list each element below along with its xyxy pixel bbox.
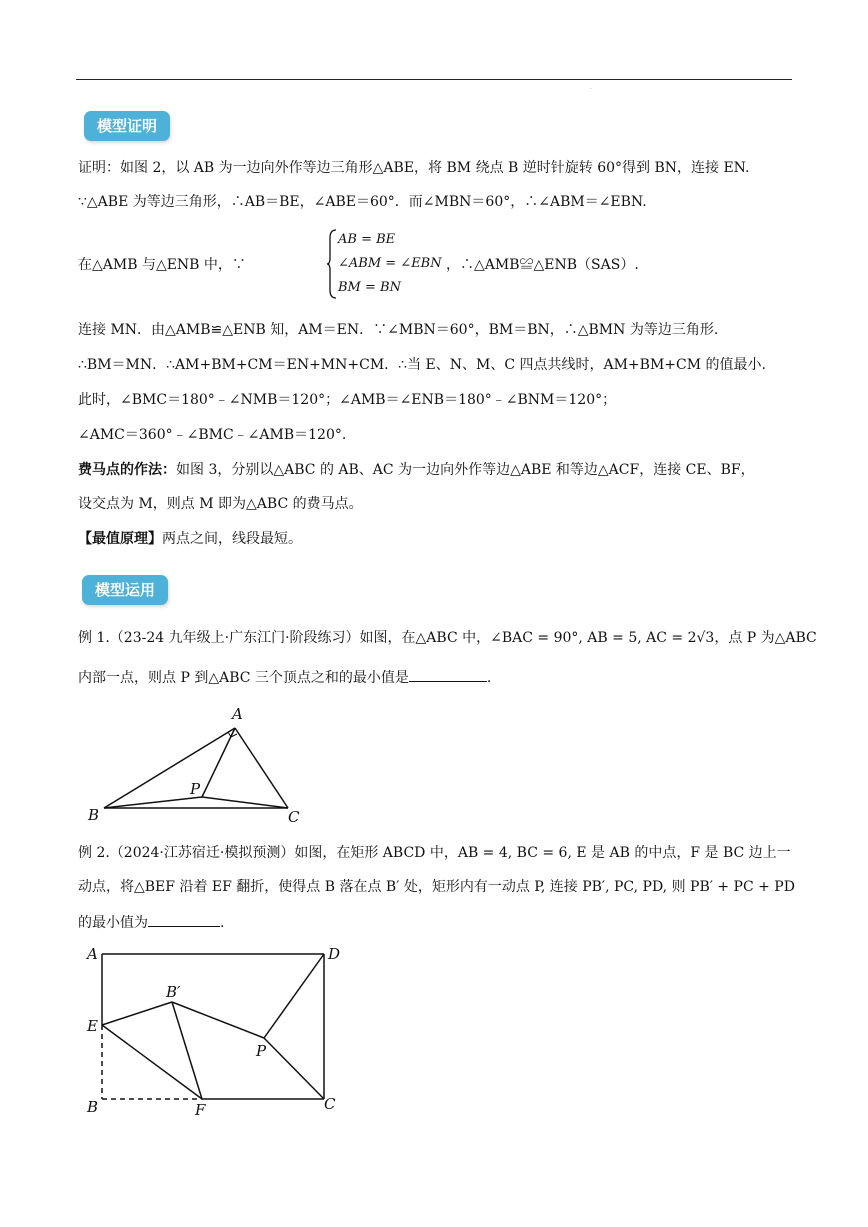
example1-period: . — [486, 670, 492, 686]
brace-conclusion: ，∴△AMB≌△ENB（SAS）. — [446, 257, 639, 273]
method-text: 如图 3，分别以△ABC 的 AB、AC 为一边向外作等边△ABE 和等边△ACF，连接 CE、BF， — [176, 462, 755, 478]
example1-line-2 — [78, 667, 798, 688]
proof-line-5: ∴BM＝MN．∴AM+BM+CM＝EN+MN+CM．∴当 E、N、M、C 四点共线时，AM+BM+CM 的值最小. — [78, 357, 766, 373]
section-model-application-label: 模型运用 — [82, 575, 168, 605]
brace-label: 在△AMB 与△ENB 中，∵ — [78, 257, 246, 273]
label-B: B — [87, 1098, 99, 1116]
proof-line-4: 连接 MN．由△AMB≌△ENB 知，AM＝EN．∵∠MBN＝60°，BM＝BN，∴△BMN 为等边三角形. — [78, 322, 719, 338]
example2-rectangle-figure — [82, 940, 362, 1120]
method-line-2: 设交点为 M，则点 M 即为△ABC 的费马点。 — [78, 496, 363, 512]
brace-line-3: BM = BN — [338, 280, 401, 295]
brace-icon — [326, 228, 338, 300]
method-line-1 — [78, 460, 798, 480]
example2-line-1: 例 2.（2024·江苏宿迁·模拟预测）如图，在矩形 ABCD 中，AB = 4, BC = 6, E 是 AB 的中点，F 是 BC 边上一 — [78, 845, 791, 861]
label-C: C — [288, 808, 300, 826]
brace-line-2: ∠ABM = ∠EBN — [338, 256, 442, 271]
example1-line-1: 例 1.（23-24 九年级上·广东江门·阶段练习）如图，在△ABC 中，∠BAC = 90°, AB = 5, AC = 2√3，点 P 为△ABC — [78, 630, 817, 646]
principle-label: 【最值原理】 — [78, 531, 162, 547]
label-P: P — [256, 1042, 267, 1060]
brace-line-1: AB = BE — [338, 232, 396, 247]
label-E: E — [87, 1017, 98, 1035]
label-B-prime: B′ — [166, 983, 181, 1001]
proof-line-2: ∵△ABE 为等边三角形，∴AB＝BE，∠ABE＝60°．而∠MBN＝60°，∴∠ABM＝∠EBN. — [78, 194, 647, 210]
label-A: A — [232, 705, 243, 723]
congruence-system — [78, 228, 678, 300]
example2-question: 的最小值为 — [78, 915, 148, 931]
example1-triangle-figure — [82, 700, 312, 828]
example2-period: . — [220, 915, 225, 931]
example1-question: 内部一点，则点 P 到△ABC 三个顶点之和的最小值是 — [78, 670, 409, 686]
header-rule — [76, 79, 792, 80]
principle-line — [78, 529, 798, 549]
method-label: 费马点的作法： — [78, 462, 176, 478]
example2-line-3 — [78, 912, 798, 933]
section-model-proof-label: 模型证明 — [84, 111, 170, 141]
label-C: C — [324, 1095, 336, 1113]
header-dot: · — [590, 86, 592, 93]
proof-line-7: ∠AMC＝360°﹣∠BMC﹣∠AMB＝120°. — [78, 427, 347, 443]
label-B: B — [88, 806, 100, 824]
label-A: A — [87, 945, 98, 963]
label-P: P — [190, 780, 201, 798]
example2-line-2: 动点，将△BEF 沿着 EF 翻折，使得点 B 落在点 B′ 处，矩形内有一动点 P, 连接 PB′, PC, PD, 则 PB′ + PC + PD — [78, 879, 795, 895]
principle-text: 两点之间，线段最短。 — [162, 531, 302, 547]
proof-line-6: 此时，∠BMC＝180°﹣∠NMB＝120°；∠AMB＝∠ENB＝180°﹣∠BNM＝120°； — [78, 392, 617, 408]
proof-line-1: 证明：如图 2，以 AB 为一边向外作等边三角形△ABE，将 BM 绕点 B 逆时针旋转 60°得到 BN，连接 EN. — [78, 160, 750, 176]
label-D: D — [328, 945, 341, 963]
label-F: F — [195, 1101, 206, 1119]
answer-blank-1[interactable] — [409, 667, 487, 682]
answer-blank-2[interactable] — [148, 912, 220, 927]
